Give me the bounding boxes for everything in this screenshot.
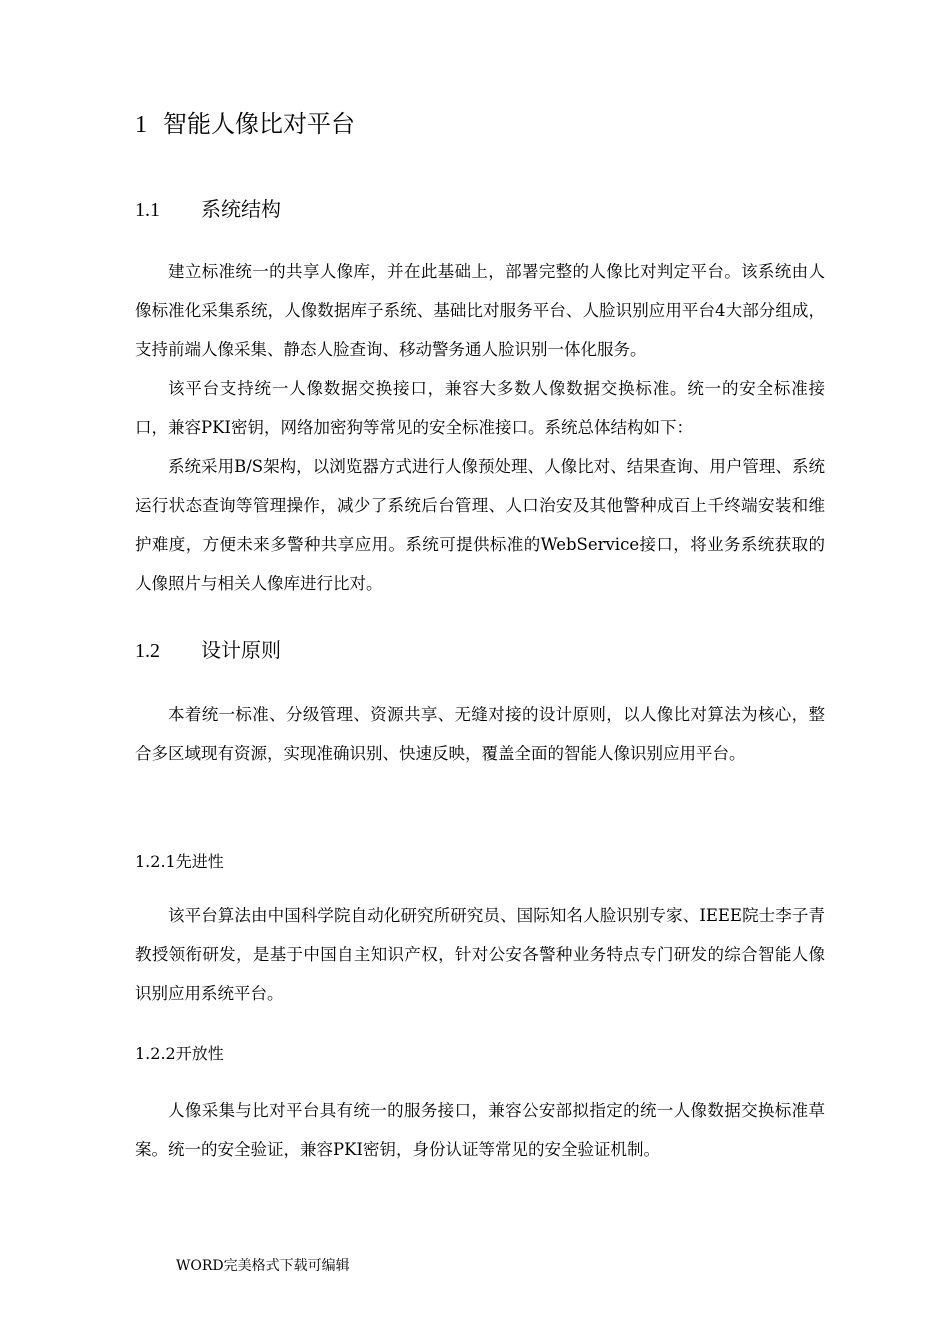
heading-1-2 [135, 634, 281, 667]
paragraph-advanced: 该平台算法由中国科学院自动化研究所研究员、国际知名人脸识别专家、IEEE院士李子青教授领衔研发，是基于中国自主知识产权，针对公安各警种业务特点专门研发的综合智能人像识别应用系统平台。 [135, 906, 825, 1003]
heading-1-1-number: 1.1 [135, 199, 160, 221]
paragraph-design-principles: 本着统一标准、分级管理、资源共享、无缝对接的设计原则，以人像比对算法为核心，整合多区域现有资源，实现准确识别、快速反映，覆盖全面的智能人像识别应用平台。 [135, 705, 825, 763]
heading-1-2-1: 1.2.1先进性 [135, 852, 224, 871]
heading-1-title: 智能人像比对平台 [163, 110, 355, 138]
paragraph-system-structure-2: 该平台支持统一人像数据交换接口，兼容大多数人像数据交换标准。统一的安全标准接口，兼容PKI密钥，网络加密狗等常见的安全标准接口。系统总体结构如下： [135, 379, 825, 437]
heading-1 [135, 104, 355, 145]
heading-1-2-title: 设计原则 [201, 638, 281, 662]
heading-1-2-2: 1.2.2开放性 [135, 1044, 224, 1063]
heading-1-1-title: 系统结构 [201, 197, 281, 221]
heading-1-1 [135, 193, 281, 226]
heading-1-2-number: 1.2 [135, 640, 160, 662]
heading-1-number: 1 [135, 112, 147, 138]
page-footer: WORD完美格式下载可编辑 [176, 1258, 350, 1274]
paragraph-system-structure-3: 系统采用B/S架构，以浏览器方式进行人像预处理、人像比对、结果查询、用户管理、系统运行状态查询等管理操作，减少了系统后台管理、人口治安及其他警种成百上千终端安装和维护难度，方便未来多警种共享应用。系统可提供标准的WebService接口，将业务系统获取的人像照片与相关人像库进行比对。 [135, 457, 825, 593]
paragraph-system-structure-1: 建立标准统一的共享人像库，并在此基础上，部署完整的人像比对判定平台。该系统由人像标准化采集系统，人像数据库子系统、基础比对服务平台、人脸识别应用平台4大部分组成，支持前端人像采集、静态人脸查询、移动警务通人脸识别一体化服务。 [135, 262, 825, 359]
paragraph-openness: 人像采集与比对平台具有统一的服务接口，兼容公安部拟指定的统一人像数据交换标准草案。统一的安全验证，兼容PKI密钥，身份认证等常见的安全验证机制。 [135, 1101, 825, 1159]
